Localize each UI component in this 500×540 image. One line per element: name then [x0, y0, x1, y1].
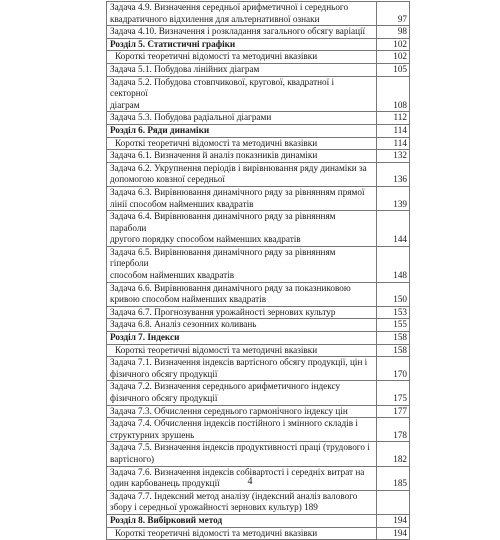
toc-entry-line: Задача 6.1. Визначення й аналіз показників динаміки: [110, 150, 318, 161]
toc-entry-line: Задача 7.3. Обчислення середнього гармонічного індексу цін: [110, 405, 348, 416]
toc-entry-page: [377, 490, 410, 514]
toc-entry-title: [107, 527, 377, 540]
toc-entry-line: Задача 7.7. Індексний метод аналізу (індексний аналіз валового: [110, 490, 358, 501]
toc-row: [107, 405, 410, 418]
toc-entry-title: [107, 162, 377, 186]
toc-entry-title: [107, 124, 377, 137]
toc-entry-line: допомогою ковзної середньої: [110, 174, 225, 185]
table-of-contents: [106, 1, 410, 540]
toc-entry-line: Задача 5.3. Побудова радіальної діаграми: [110, 112, 272, 123]
toc-row: [107, 63, 410, 76]
toc-entry-title: [107, 26, 377, 39]
toc-entry-title: [107, 2, 377, 26]
toc-entry-title: [107, 442, 377, 466]
toc-row: [107, 211, 410, 247]
toc-entry-page: 153: [377, 306, 410, 319]
toc-row: [107, 51, 410, 64]
toc-entry-title: [107, 381, 377, 405]
toc-entry-title: [107, 211, 377, 247]
toc-row: [107, 357, 410, 381]
toc-entry-page: 97: [377, 2, 410, 26]
toc-entry-title: [107, 490, 377, 514]
toc-entry-page: 108: [377, 76, 410, 112]
toc-entry-title: [107, 418, 377, 442]
toc-entry-line: Розділ 6. Ряди динаміки: [110, 124, 210, 135]
toc-row: [107, 162, 410, 186]
toc-entry-page: 182: [377, 442, 410, 466]
toc-entry-page: 177: [377, 405, 410, 418]
toc-entry-page: 105: [377, 63, 410, 76]
toc-entry-line: Задача 6.6. Вирівнювання динамічного ряду за показниковою: [110, 282, 351, 293]
toc-entry-line: Розділ 5. Статистичні графіки: [110, 38, 236, 49]
toc-entry-page: 194: [377, 514, 410, 527]
toc-row: [107, 527, 410, 540]
toc-row: [107, 418, 410, 442]
toc-row: [107, 2, 410, 26]
toc-row: [107, 112, 410, 125]
toc-entry-title: [107, 76, 377, 112]
toc-entry-page: 185: [377, 466, 410, 490]
toc-entry-line: Короткі теоретичні відомості та методичні вказівки: [115, 344, 318, 355]
toc-entry-line: Розділ 7. Індекси: [110, 332, 180, 343]
toc-row: [107, 186, 410, 210]
toc-entry-title: [107, 63, 377, 76]
toc-entry-line: діаграм: [110, 99, 140, 110]
toc-entry-line: лінії способом найменших квадратів: [110, 198, 254, 209]
toc-row: [107, 150, 410, 163]
toc-entry-line: Короткі теоретичні відомості та методичні вказівки: [115, 51, 318, 62]
toc-entry-page: 114: [377, 124, 410, 137]
toc-entry-page: 148: [377, 246, 410, 282]
toc-entry-page: 150: [377, 282, 410, 306]
toc-row: [107, 319, 410, 332]
toc-entry-line: Задача 6.2. Укрупнення періодів і вирівнювання ряду динаміки за: [110, 162, 367, 173]
toc-entry-line: Задача 6.5. Вирівнювання динамічного ряду за рівнянням гіперболи: [110, 246, 336, 269]
toc-entry-line: способом найменших квадратів: [110, 270, 235, 281]
toc-section-row: [107, 332, 410, 345]
toc-entry-line: Короткі теоретичні відомості та методичні вказівки: [115, 527, 318, 538]
toc-row: [107, 246, 410, 282]
toc-entry-page: 102: [377, 38, 410, 51]
toc-entry-title: [107, 51, 377, 64]
toc-entry-line: Задача 6.7. Прогнозування урожайності зернових культур: [110, 306, 336, 317]
toc-row: [107, 26, 410, 39]
toc-entry-line: Задача 6.8. Аналіз сезонних коливань: [110, 319, 257, 330]
toc-entry-title: [107, 112, 377, 125]
toc-entry-line: Задача 7.2. Визначення середнього арифметичного індексу: [110, 381, 341, 392]
toc-body: [107, 2, 410, 540]
toc-entry-title: [107, 150, 377, 163]
toc-row: [107, 306, 410, 319]
toc-entry-title: [107, 282, 377, 306]
toc-entry-line: Задача 7.6. Визначення індексів собівартості і середніх витрат на: [110, 466, 365, 477]
toc-entry-page: 175: [377, 381, 410, 405]
toc-entry-page: 170: [377, 357, 410, 381]
toc-entry-page: 178: [377, 418, 410, 442]
toc-entry-line: квадратичного відхилення для альтернативної ознаки: [110, 13, 320, 24]
toc-entry-line: Задача 6.3. Вирівнювання динамічного ряду за рівнянням прямої: [110, 186, 365, 197]
toc-entry-page: 155: [377, 319, 410, 332]
toc-entry-line: збору і середньої урожайності зернових культур) 189: [110, 502, 318, 513]
toc-entry-title: [107, 514, 377, 527]
toc-entry-page: 114: [377, 137, 410, 150]
toc-entry-line: Задача 7.5. Визначення індексів продуктивності праці (трудового і: [110, 442, 370, 453]
toc-entry-title: [107, 137, 377, 150]
toc-entry-page: 132: [377, 150, 410, 163]
toc-entry-title: [107, 246, 377, 282]
toc-row: [107, 137, 410, 150]
toc-entry-line: фізичного обсягу продукції: [110, 368, 218, 379]
toc-entry-line: Задача 4.10. Визначення і розкладання загального обсягу варіації: [110, 26, 366, 37]
toc-row: [107, 344, 410, 357]
toc-entry-line: Короткі теоретичні відомості та методичні вказівки: [115, 137, 318, 148]
toc-row: [107, 282, 410, 306]
toc-section-row: [107, 124, 410, 137]
toc-section-row: [107, 38, 410, 51]
toc-entry-title: [107, 306, 377, 319]
toc-entry-line: вартісного): [110, 453, 155, 464]
toc-entry-line: Задача 4.9. Визначення середньої арифметичної і середнього: [110, 2, 349, 12]
toc-row: [107, 442, 410, 466]
toc-entry-title: [107, 357, 377, 381]
toc-entry-page: 102: [377, 51, 410, 64]
toc-entry-title: [107, 405, 377, 418]
toc-entry-line: другого порядку способом найменших квадратів: [110, 234, 301, 245]
toc-entry-line: Задача 5.2. Побудова стовпчикової, кругової, квадратної і секторної: [110, 76, 334, 99]
toc-entry-line: Задача 7.1. Визначення індексів вартісного обсягу продукції, цін і: [110, 357, 368, 368]
toc-section-row: [107, 514, 410, 527]
toc-entry-line: фізичного обсягу продукції: [110, 393, 218, 403]
toc-entry-line: один карбованець продукції: [110, 478, 220, 489]
toc-entry-line: кривою способом найменших квадратів: [110, 294, 267, 305]
toc-entry-page: 194: [377, 527, 410, 540]
page-number: 4: [247, 476, 253, 487]
toc-entry-line: Розділ 8. Вибірковий метод: [110, 514, 223, 525]
toc-entry-page: 144: [377, 211, 410, 247]
toc-entry-line: структурних зрушень: [110, 429, 195, 440]
toc-entry-title: [107, 38, 377, 51]
toc-row: [107, 76, 410, 112]
toc-entry-page: 98: [377, 26, 410, 39]
toc-entry-page: 139: [377, 186, 410, 210]
toc-entry-page: 158: [377, 344, 410, 357]
toc-entry-title: [107, 186, 377, 210]
toc-entry-page: 112: [377, 112, 410, 125]
toc-entry-line: Задача 5.1. Побудова лінійних діаграм: [110, 63, 260, 74]
toc-entry-title: [107, 319, 377, 332]
toc-row: [107, 381, 410, 405]
toc-entry-title: [107, 344, 377, 357]
toc-entry-page: 136: [377, 162, 410, 186]
toc-entry-line: Задача 6.4. Вирівнювання динамічного ряду за рівнянням параболи: [110, 211, 336, 233]
toc-row: [107, 490, 410, 514]
toc-entry-page: 158: [377, 332, 410, 345]
toc-entry-line: Задача 7.4. Обчислення індексів постійного і змінного складів і: [110, 418, 358, 429]
toc-entry-title: [107, 332, 377, 345]
